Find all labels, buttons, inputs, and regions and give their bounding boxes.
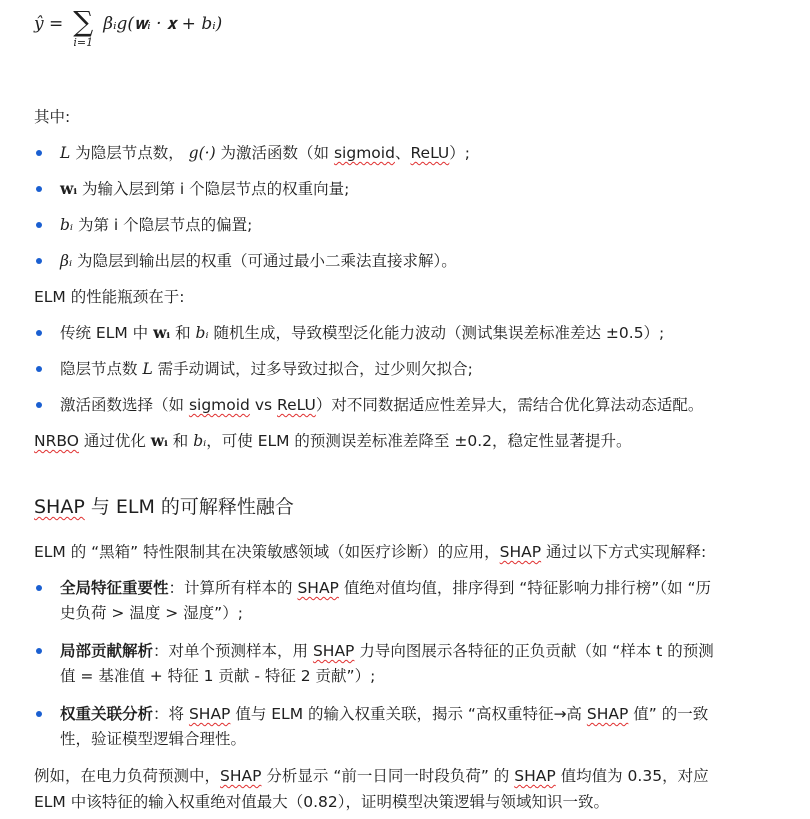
shap-item-weight: 权重关联分析：将 SHAP 值与 ELM 的输入权重关联，揭示 “高权重特征→高 SHAP 值” 的一致	[60, 705, 709, 723]
def-item-beta: βᵢ 为隐层到输出层的权重（可通过最小二乘法直接求解）。	[60, 252, 457, 270]
bullet-icon	[36, 258, 42, 264]
bullet-icon	[36, 585, 42, 591]
shap-item-local-line2: 值 = 基准值 + 特征 1 贡献 - 特征 2 贡献”）;	[60, 667, 376, 685]
nrbo-paragraph: NRBO 通过优化 𝐰ᵢ 和 bᵢ，可使 ELM 的预测误差标准差降至 ±0.2，稳定性显著提升。	[34, 431, 632, 450]
bottleneck-item-2: 隐层节点数 L 需手动调试，过多导致过拟合，过少则欠拟合;	[60, 360, 473, 378]
bullet-icon	[36, 366, 42, 372]
def-item-b: bᵢ 为第 i 个隐层节点的偏置;	[60, 216, 253, 234]
shap-item-local: 局部贡献解析：对单个预测样本，用 SHAP 力导向图展示各特征的正负贡献（如 “样本 t 的预测	[60, 642, 714, 660]
bullet-icon	[36, 330, 42, 336]
def-item-w: 𝐰ᵢ 为输入层到第 i 个隐层节点的权重向量;	[60, 179, 350, 198]
intro-text: 其中:	[34, 108, 71, 126]
shap-intro: ELM 的 “黑箱” 特性限制其在决策敏感领域（如医疗诊断）的应用，SHAP 通过以下方式实现解释:	[34, 543, 707, 561]
example-paragraph-line2: ELM 中该特征的输入权重绝对值最大（0.82），证明模型决策逻辑与领域知识一致。	[34, 793, 609, 811]
formula-lhs: ŷ =	[34, 14, 64, 34]
shap-item-global-line2: 史负荷 > 温度 > 湿度”）;	[60, 604, 243, 622]
bullet-icon	[36, 150, 42, 156]
sum-subscript: i=1	[73, 36, 94, 49]
shap-item-global: 全局特征重要性：计算所有样本的 SHAP 值绝对值均值，排序得到 “特征影响力排行榜”（如 “历	[60, 579, 712, 597]
bullet-icon	[36, 402, 42, 408]
bullet-icon	[36, 648, 42, 654]
bottleneck-item-3: 激活函数选择（如 sigmoid vs ReLU）对不同数据适应性差异大，需结合优化算法动态适配。	[60, 396, 704, 414]
bottleneck-item-1: 传统 ELM 中 𝐰ᵢ 和 bᵢ 随机生成，导致模型泛化能力波动（测试集误差标准差达 ±0.5）;	[60, 323, 665, 342]
bullet-icon	[36, 186, 42, 192]
formula-rhs: βᵢg(𝐰ᵢ · 𝐱 + bᵢ)	[103, 14, 223, 34]
shap-item-weight-line2: 性，验证模型逻辑合理性。	[60, 730, 247, 748]
summation-symbol	[67, 5, 99, 49]
section-heading: SHAP 与 ELM 的可解释性融合	[34, 496, 294, 518]
sigma-icon: ∑	[73, 5, 94, 38]
def-item-L: L 为隐层节点数， g(·) 为激活函数（如 sigmoid、ReLU）;	[60, 144, 471, 162]
bullet-icon	[36, 711, 42, 717]
bullet-icon	[36, 222, 42, 228]
example-paragraph: 例如，在电力负荷预测中，SHAP 分析显示 “前一日同一时段负荷” 的 SHAP 值均值为 0.35，对应	[34, 767, 709, 785]
elm-formula	[34, 5, 223, 49]
bottleneck-title: ELM 的性能瓶颈在于:	[34, 288, 185, 306]
